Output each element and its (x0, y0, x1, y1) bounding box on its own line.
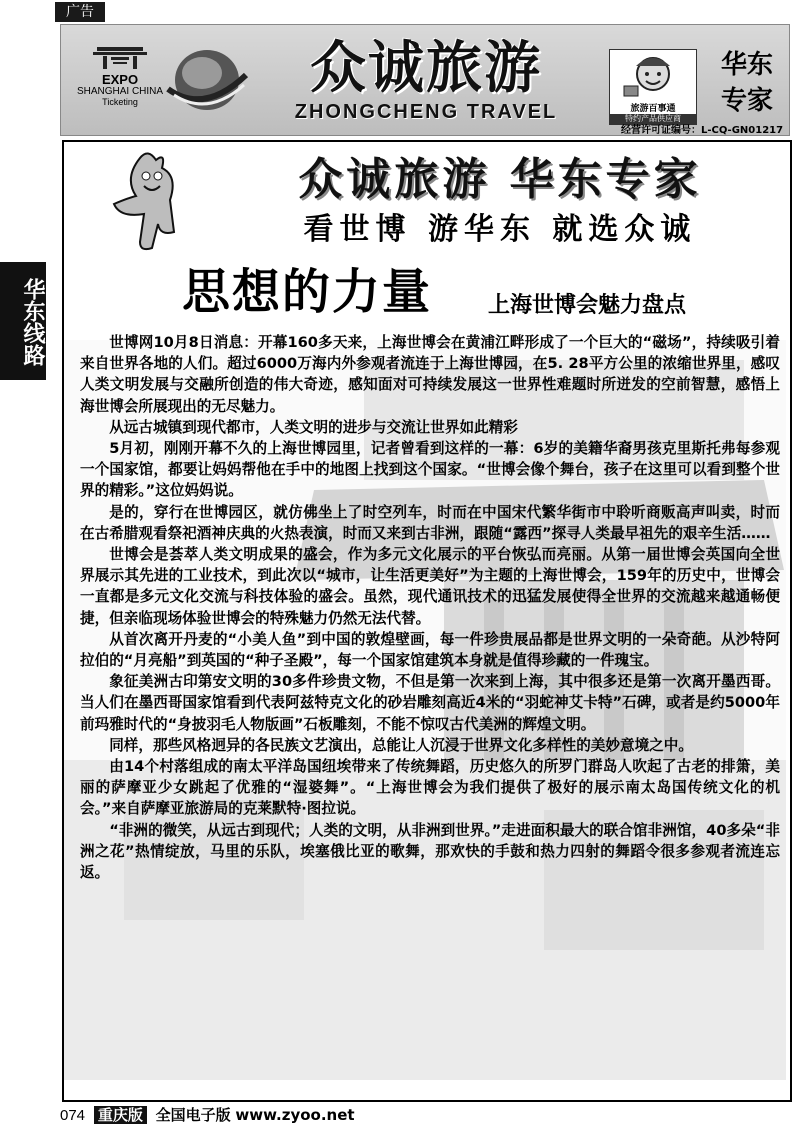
article-paragraph: 由14个村落组成的南太平洋岛国纽埃带来了传统舞蹈，历史悠久的所罗门群岛人吹起了古老的排箫，美丽的萨摩亚少女跳起了优雅的“湿婆舞”。“上海世博会为我们提供了极好的展示南太岛国传统文化的机会。”来自萨摩亚旅游局的克莱默特·图拉说。 (80, 758, 780, 818)
article-body (80, 332, 780, 883)
electronic-edition-label: 全国电子版 (155, 1106, 231, 1124)
article-paragraph: 是的，穿行在世博园区，就仿佛坐上了时空列车，时而在中国宋代繁华街市中聆听商贩高声叫卖，时而在古希腊观看祭祀酒神庆典的火热表演，时而又来到古非洲，跟随“露西”探寻人类最早祖先的艰辛生活…… (80, 503, 780, 542)
article-paragraph: 象征美洲古印第安文明的30多件珍贵文物，不但是第一次来到上海，其中很多还是第一次离开墨西哥。当人们在墨西哥国家馆看到代表阿兹特克文化的砂岩雕刻高近4米的“羽蛇神艾卡特”石碑，或者是约5000年前玛雅时代的“身披羽毛人物版画”石板雕刻，不能不惊叹古代美洲的辉煌文明。 (80, 673, 780, 733)
article-paragraph: 从远古城镇到现代都市，人类文明的进步与交流让世界如此精彩 (109, 418, 518, 436)
brand-name-en: ZHONGCHENG TRAVEL (294, 101, 558, 123)
article-paragraph: 世博网10月8日消息：开幕160多天来，上海世博会在黄浦江畔形成了一个巨大的“磁场”，持续吸引着来自世界各地的人们。超过6000万海内外参观者流连于上海世博园，在5. 28平方公里的浓缩世界里，感叹人类文明发展与交融所创造的伟大奇迹，感知面对可持续发展这一世界性难题时所迸发的空前智慧，感悟上海世博会所展现出的无尽魅力。 (80, 334, 780, 415)
page-footer (60, 1104, 355, 1127)
mascot-caption-top: 旅游百事通 (630, 104, 676, 114)
article-paragraph: 同样，那些风格迥异的各民族文艺演出，总能让人沉浸于世界文化多样性的美妙意境之中。 (109, 736, 693, 754)
article-paragraph: 世博会是荟萃人类文明成果的盛会，作为多元文化展示的平台恢弘而亮丽。从第一届世博会英国向全世界展示其先进的工业技术，到此次以“城市，让生活更美好”为主题的上海世博会，159年的历史中，世博会一直都是多元文化交流与科技体验的盛会。虽然，现代通讯技术的迅猛发展使得全世界的交流越来越通畅便捷，但亲临现场体验世博会的特殊魅力仍然无法代替。 (80, 546, 780, 627)
ad-tag: 广告 (55, 2, 105, 22)
expo-ticketing-logo (75, 45, 165, 107)
expo-logo-icon (93, 45, 147, 71)
edition-badge: 重庆版 (94, 1106, 147, 1124)
expo-logo-text: EXPO (101, 72, 139, 87)
article-paragraph: “非洲的微笑，从远古到现代；人类的文明，从非洲到世界。”走进面积最大的联合馆非洲馆，40多朵“非洲之花”热情绽放，马里的乐队，埃塞俄比亚的歌舞，那欢快的手鼓和热力四射的舞蹈令很多参观者流连忘返。 (80, 821, 780, 882)
article-title: 思想的力量 (182, 264, 433, 320)
brand-logo (256, 37, 596, 123)
article-paragraph: 5月初，刚刚开幕不久的上海世博园里，记者曾看到这样的一幕：6岁的美籍华裔男孩克里斯托弗每参观一个国家馆，都要让妈妈帮他在手中的地图上找到这个国家。“世博会像个舞台，孩子在这里可以看到整个世界的精彩。”这位妈妈说。 (80, 440, 780, 500)
expert-line-1: 华东 (720, 50, 773, 80)
expo-logo-subtext: SHANGHAI CHINA (76, 86, 164, 97)
website-url[interactable]: www.zyoo.net (235, 1106, 355, 1124)
sidebar-tab-label: 华东线路 (20, 278, 45, 366)
expo-logo-ticketing: Ticketing (102, 97, 138, 107)
banner (60, 24, 790, 136)
mascot-caption-bottom: 特约产品供应商 (610, 114, 696, 124)
license-number: 经营许可证编号：L-CQ-GN01217 (621, 125, 784, 136)
globe-swirl-logo-icon (164, 45, 250, 115)
page-number: 074 (60, 1107, 86, 1124)
haibao-mascot-icon (100, 148, 210, 258)
subslogan: 看世博 游华东 就选众诚 (303, 212, 697, 247)
east-china-expert-label (709, 47, 785, 119)
expert-line-2: 专家 (720, 86, 773, 116)
mascot-badge (609, 49, 697, 125)
brand-name-cn: 众诚旅游 (310, 36, 542, 101)
article-paragraph: 从首次离开丹麦的“小美人鱼”到中国的敦煌壁画，每一件珍贵展品都是世界文明的一朵奇葩。从沙特阿拉伯的“月亮船”到英国的“种子圣殿”，每一个国家馆建筑本身就是值得珍藏的一件瑰宝。 (80, 630, 780, 670)
sidebar-tab-east-china-routes (0, 262, 46, 380)
slogan: 众诚旅游 华东专家 (298, 154, 702, 205)
article-subtitle: 上海世博会魅力盘点 (488, 292, 687, 318)
mascot-boy-icon (610, 50, 696, 104)
